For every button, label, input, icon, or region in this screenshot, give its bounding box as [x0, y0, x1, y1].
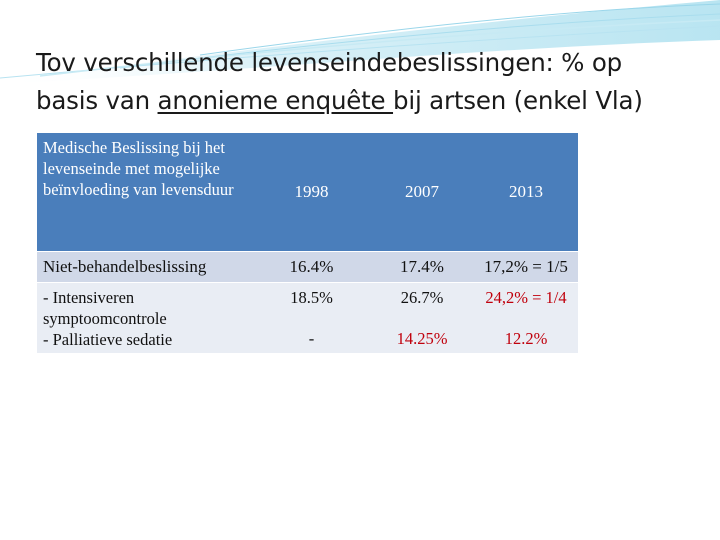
cell-stack	[259, 287, 364, 349]
cell-2007	[370, 283, 474, 354]
title-line-2-end: bij artsen (enkel Vla)	[393, 86, 643, 115]
decisions-table	[37, 133, 578, 354]
row-label-niet-behandelbeslissing: Niet-behandelbeslissing	[37, 252, 253, 283]
header-year-2013: 2013	[474, 133, 578, 252]
cell-value: 16.4%	[253, 252, 370, 283]
header-year-2007: 2007	[370, 133, 474, 252]
row-label-cell	[37, 283, 253, 354]
cell-stack	[376, 287, 468, 349]
cell-value: 17.4%	[370, 252, 474, 283]
cell-value: 18.5%	[290, 288, 333, 307]
cell-value: 26.7%	[400, 288, 444, 307]
cell-1998	[253, 283, 370, 354]
table-header-row	[37, 133, 578, 252]
header-decision-label: Medische Beslissing bij het levenseinde met mogelijke beïnvloeding van levensduur	[37, 133, 253, 252]
table-row	[37, 283, 578, 354]
table-row	[37, 252, 578, 283]
cell-2013	[474, 283, 578, 354]
row-label-palliatieve-sedatie: - Palliatieve sedatie	[43, 329, 173, 349]
title-line-2-start: basis van	[36, 86, 158, 115]
cell-value-highlight: 12.2%	[504, 329, 548, 348]
slide-title	[36, 44, 706, 120]
title-line-2	[36, 82, 706, 120]
cell-value-highlight: 24,2% = 1/4	[485, 288, 567, 307]
cell-value-highlight: 14.25%	[396, 329, 448, 348]
cell-value: -	[308, 329, 315, 348]
cell-stack	[480, 287, 572, 349]
title-underlined-text: anonieme enquête	[157, 86, 394, 115]
title-line-1: Tov verschillende levenseindebeslissingen: % op	[36, 48, 622, 77]
row-label-intensiveren: - Intensiveren symptoomcontrole	[43, 287, 167, 328]
header-year-1998: 1998	[253, 133, 370, 252]
cell-value-highlight: 17,2% = 1/5	[474, 252, 578, 283]
